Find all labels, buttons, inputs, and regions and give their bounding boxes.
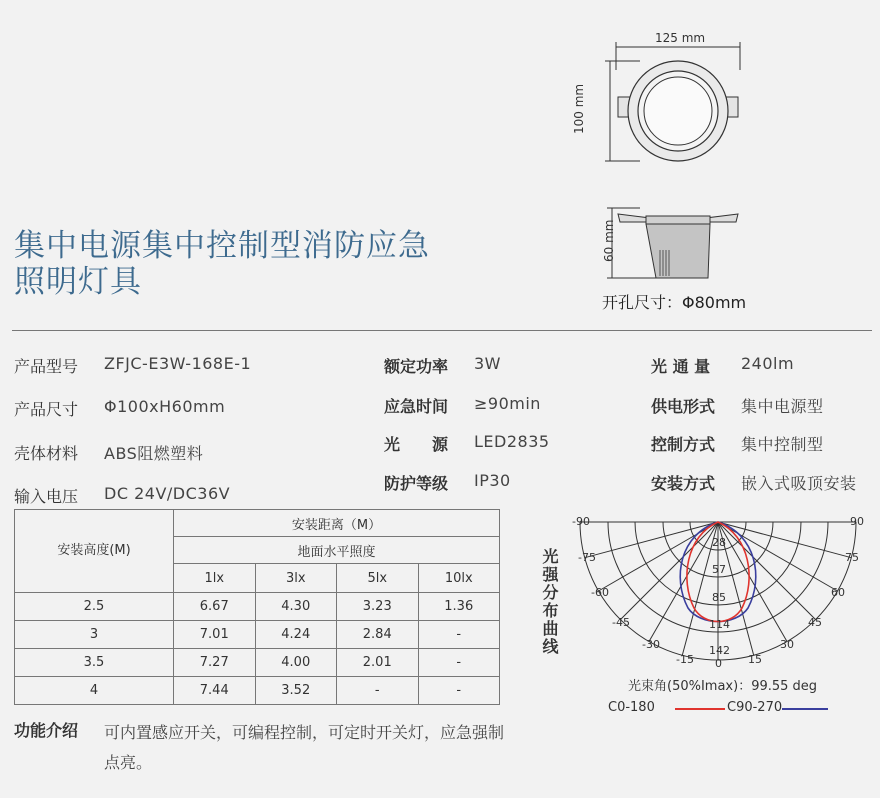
- spec-value-size: Φ100xH60mm: [104, 397, 226, 416]
- section-divider: [12, 330, 872, 331]
- spec-label-ip: 防护等级: [384, 474, 449, 493]
- polar-angle-label: 30: [780, 638, 794, 651]
- polar-angle-label: 60: [831, 586, 845, 599]
- illuminance-table: [14, 509, 500, 705]
- spec-value-model: ZFJC-E3W-168E-1: [104, 354, 252, 373]
- function-label: 功能介绍: [14, 721, 79, 740]
- table-column-header: 3lx: [255, 564, 337, 593]
- table-row: [15, 649, 500, 677]
- table-cell: 6.67: [174, 593, 256, 621]
- spec-label-size: 产品尺寸: [14, 400, 79, 419]
- polar-angle-label: -30: [642, 638, 660, 651]
- spec-value-voltage: DC 24V/DC36V: [104, 484, 231, 503]
- table-cell: 4.00: [255, 649, 337, 677]
- cutout-size: 开孔尺寸：Φ80mm: [602, 293, 747, 312]
- table-cell: -: [418, 649, 500, 677]
- table-row: [15, 677, 500, 705]
- polar-angle-label: -90: [572, 515, 590, 528]
- table-cell: 1.36: [418, 593, 500, 621]
- table-cell-height: 3: [15, 621, 174, 649]
- table-cell: 2.01: [337, 649, 419, 677]
- spec-value-emergency-time: ≥90min: [474, 394, 541, 413]
- table-cell: 4.24: [255, 621, 337, 649]
- spec-label-power-supply: 供电形式: [651, 397, 716, 416]
- spec-value-power-supply: 集中电源型: [741, 397, 824, 416]
- legend-line-c0-180: [675, 708, 725, 710]
- table-cell: -: [418, 677, 500, 705]
- table-row: [15, 621, 500, 649]
- page-title: [14, 228, 430, 300]
- table-corner-header: 安装高度(M): [15, 510, 174, 593]
- table-column-header: 10lx: [418, 564, 500, 593]
- polar-angle-label: -15: [676, 653, 694, 666]
- spec-value-light-source: LED2835: [474, 432, 550, 451]
- top-view-drawing: [590, 25, 770, 175]
- table-cell-height: 3.5: [15, 649, 174, 677]
- spec-label-model: 产品型号: [14, 357, 79, 376]
- table-cell: 7.01: [174, 621, 256, 649]
- title-line-1: 集中电源集中控制型消防应急: [14, 228, 430, 264]
- spec-value-flux: 240lm: [741, 354, 795, 373]
- polar-radial-label: 114: [709, 618, 730, 631]
- spec-value-ip: IP30: [474, 471, 511, 490]
- spec-label-material: 壳体材料: [14, 444, 79, 463]
- table-column-header: 5lx: [337, 564, 419, 593]
- spec-label-emergency-time: 应急时间: [384, 397, 449, 416]
- polar-radial-label: 85: [712, 591, 726, 604]
- polar-radial-label: 28: [712, 536, 726, 549]
- spec-label-power: 额定功率: [384, 357, 449, 376]
- function-text: 可内置感应开关，可编程控制，可定时开关灯，应急强制点亮。: [104, 723, 505, 772]
- polar-angle-label: -60: [591, 586, 609, 599]
- spec-value-installation: 嵌入式吸顶安装: [741, 474, 857, 493]
- depth-dimension-label: 60 mm: [602, 219, 616, 262]
- table-cell: -: [337, 677, 419, 705]
- spec-label-voltage: 输入电压: [14, 487, 79, 506]
- polar-radial-label: 57: [712, 563, 726, 576]
- polar-angle-label: 90: [850, 515, 864, 528]
- legend-label-c90-270: C90-270: [727, 700, 783, 715]
- polar-radial-label: 142: [709, 644, 730, 657]
- spec-label-flux: 光 通 量: [651, 357, 711, 376]
- polar-angle-label: -45: [612, 616, 630, 629]
- spec-value-control: 集中控制型: [741, 435, 824, 454]
- polar-angle-label: -75: [578, 551, 596, 564]
- spec-value-material: ABS阻燃塑料: [104, 444, 204, 463]
- table-cell: 7.27: [174, 649, 256, 677]
- table-cell: 4.30: [255, 593, 337, 621]
- table-row: [15, 593, 500, 621]
- table-cell-height: 2.5: [15, 593, 174, 621]
- title-line-2: 照明灯具: [14, 264, 142, 300]
- spec-label-light-source: 光 源: [384, 435, 449, 454]
- beam-angle: 光束角(50%Imax)：99.55 deg: [628, 679, 818, 694]
- spec-value-power: 3W: [474, 354, 501, 373]
- table-column-header: 1lx: [174, 564, 256, 593]
- spec-label-installation: 安装方式: [651, 474, 716, 493]
- table-cell: 3.52: [255, 677, 337, 705]
- table-cell: 7.44: [174, 677, 256, 705]
- polar-angle-label: 0: [715, 657, 722, 670]
- side-view-drawing: [590, 200, 770, 285]
- legend-line-c90-270: [782, 708, 828, 710]
- polar-angle-label: 15: [748, 653, 762, 666]
- table-cell: -: [418, 621, 500, 649]
- table-group-header: 安装距离（M）: [174, 510, 500, 537]
- width-dimension-label: 125 mm: [655, 31, 706, 45]
- table-cell-height: 4: [15, 677, 174, 705]
- height-dimension-label: 100 mm: [572, 83, 586, 134]
- polar-side-label: 光强分布曲线: [540, 548, 559, 656]
- table-sub-header: 地面水平照度: [174, 537, 500, 564]
- polar-angle-label: 45: [808, 616, 822, 629]
- spec-label-control: 控制方式: [651, 435, 716, 454]
- table-cell: 3.23: [337, 593, 419, 621]
- polar-angle-label: 75: [845, 551, 859, 564]
- legend-label-c0-180: C0-180: [608, 700, 655, 715]
- table-cell: 2.84: [337, 621, 419, 649]
